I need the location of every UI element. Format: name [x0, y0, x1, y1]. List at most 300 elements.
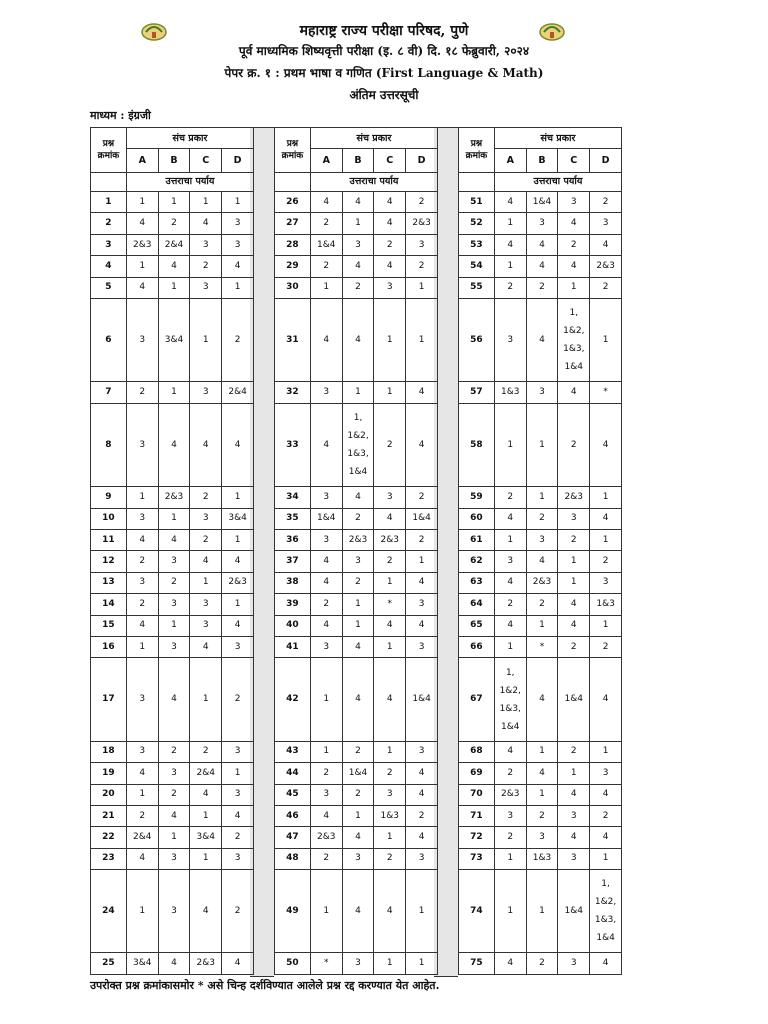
answer-cell: 1: [126, 636, 158, 657]
question-number: 16: [91, 636, 127, 657]
answer-cell: 1: [374, 636, 406, 657]
table-row: [459, 870, 622, 953]
answer-cell: 4: [406, 382, 438, 403]
answer-cell: 3: [158, 848, 190, 869]
question-number: 63: [459, 572, 495, 593]
answer-cell: 1: [342, 213, 374, 234]
question-number: 53: [459, 234, 495, 255]
set-d-header: D: [406, 149, 438, 172]
set-d-header: D: [222, 149, 254, 172]
answer-cell: 4: [342, 256, 374, 277]
answer-cell: 4: [526, 551, 558, 572]
answer-cell: 2: [190, 741, 222, 762]
answer-cell: 1: [374, 741, 406, 762]
answer-cell: 2: [526, 594, 558, 615]
answer-cell: 4: [310, 298, 342, 381]
answer-cell: 4: [526, 256, 558, 277]
answer-cell: 2: [406, 192, 438, 213]
question-number: 4: [91, 256, 127, 277]
answer-cell: 3: [158, 636, 190, 657]
question-number: 15: [91, 615, 127, 636]
question-number: 3: [91, 234, 127, 255]
answer-cell: 4: [526, 763, 558, 784]
set-c-header: C: [190, 149, 222, 172]
answer-cell: 4: [222, 805, 254, 826]
answer-key-tables: [90, 127, 622, 975]
answer-cell: 2: [494, 277, 526, 298]
answer-cell: 3: [310, 487, 342, 508]
answer-cell: 2: [374, 234, 406, 255]
answer-cell: 4: [494, 953, 526, 975]
answer-cell: 2: [158, 213, 190, 234]
answer-cell: 1&3: [494, 382, 526, 403]
answer-cell: 3: [494, 805, 526, 826]
answer-cell: 1: [374, 572, 406, 593]
answer-cell: 1: [526, 403, 558, 486]
answer-cell: 1: [310, 870, 342, 953]
answer-cell: 4: [590, 234, 622, 255]
question-number: 13: [91, 572, 127, 593]
answer-cell: 1: [190, 805, 222, 826]
table-row: [91, 870, 254, 953]
answer-cell: 4: [158, 953, 190, 975]
question-number: 60: [459, 508, 495, 529]
answer-cell: 1&4: [342, 763, 374, 784]
answer-cell: 1: [126, 192, 158, 213]
answer-cell: 2&3: [406, 213, 438, 234]
answer-cell: 1: [222, 594, 254, 615]
answer-cell: 1: [374, 953, 406, 975]
question-number: 75: [459, 953, 495, 975]
answer-cell: 4: [374, 508, 406, 529]
question-number: 41: [275, 636, 311, 657]
table-row: [91, 213, 254, 234]
answer-cell: 4: [590, 658, 622, 741]
table-row: [275, 805, 438, 826]
question-number: 56: [459, 298, 495, 381]
table-row: [459, 213, 622, 234]
set-type-header: संच प्रकार: [310, 128, 437, 149]
table-row: [91, 298, 254, 381]
table-row: [91, 805, 254, 826]
answer-cell: 2&3: [558, 487, 590, 508]
medium-label: माध्यम : इंग्रजी: [90, 109, 151, 122]
answer-cell: 3: [158, 870, 190, 953]
answer-cell: 2: [374, 551, 406, 572]
answer-cell: 3: [406, 234, 438, 255]
answer-cell: 2: [406, 530, 438, 551]
answer-cell: 1: [494, 213, 526, 234]
answer-cell: 1&4: [406, 658, 438, 741]
answer-cell: 3: [310, 382, 342, 403]
answer-cell: 2&3: [374, 530, 406, 551]
answer-cell: 4: [374, 870, 406, 953]
answer-cell: 1&3: [374, 805, 406, 826]
answer-cell: 4: [494, 234, 526, 255]
answer-cell: 1: [342, 615, 374, 636]
answer-cell: 2: [310, 848, 342, 869]
answer-cell: 3: [126, 403, 158, 486]
answer-cell: 1: [342, 594, 374, 615]
table-row: [275, 870, 438, 953]
answer-cell: 4: [310, 403, 342, 486]
table-row: [459, 636, 622, 657]
answer-cell: 2: [222, 298, 254, 381]
table-row: [459, 192, 622, 213]
table-row: [459, 234, 622, 255]
table-row: [91, 658, 254, 741]
answer-cell: 3: [406, 848, 438, 869]
table-row: [459, 827, 622, 848]
paper-title: पेपर क्र. १ : प्रथम भाषा व गणित (First Language & Math): [224, 66, 544, 80]
question-number: 24: [91, 870, 127, 953]
answer-cell: 3: [342, 953, 374, 975]
question-number: 44: [275, 763, 311, 784]
answer-cell: 2: [158, 784, 190, 805]
answer-cell: 1: [526, 784, 558, 805]
answer-cell: 4: [494, 615, 526, 636]
exam-title: पूर्व माध्यमिक शिष्यवृत्ती परीक्षा (इ. ८ वी) दि. १८ फेब्रुवारी, २०२४: [238, 44, 530, 58]
table-row: [91, 256, 254, 277]
table-row: [91, 594, 254, 615]
answer-cell: 4: [558, 213, 590, 234]
answer-cell: 2: [590, 277, 622, 298]
answer-cell: 2: [126, 382, 158, 403]
set-c-header: C: [374, 149, 406, 172]
answer-cell: 1: [494, 636, 526, 657]
answer-cell: 1&4: [526, 192, 558, 213]
answer-cell: 1&4: [310, 508, 342, 529]
answer-cell: 4: [406, 615, 438, 636]
answer-cell: 3: [590, 763, 622, 784]
table-row: [91, 508, 254, 529]
answer-cell: 1&4: [406, 508, 438, 529]
answer-cell: 1: [222, 487, 254, 508]
answer-cell: 1: [126, 487, 158, 508]
answer-cell: 2&3: [158, 487, 190, 508]
answer-cell: 4: [342, 487, 374, 508]
answer-cell: 2: [558, 403, 590, 486]
answer-option-header: उत्तराचा पर्याय: [310, 172, 437, 191]
answer-cell: 2: [222, 870, 254, 953]
question-number: 17: [91, 658, 127, 741]
question-number: 39: [275, 594, 311, 615]
set-type-header: संच प्रकार: [494, 128, 621, 149]
answer-cell: 3: [526, 213, 558, 234]
table-row: [275, 572, 438, 593]
question-number: 7: [91, 382, 127, 403]
answer-cell: 2: [190, 256, 222, 277]
answer-cell: 3: [494, 551, 526, 572]
answer-cell: 4: [374, 256, 406, 277]
answer-cell: 3: [126, 741, 158, 762]
question-number: 12: [91, 551, 127, 572]
answer-cell: 2: [494, 594, 526, 615]
answer-cell: 1: [158, 192, 190, 213]
table-row: [91, 572, 254, 593]
answer-cell: 3: [190, 277, 222, 298]
answer-cell: 4: [190, 870, 222, 953]
question-number: 33: [275, 403, 311, 486]
answer-cell: 4: [126, 277, 158, 298]
answer-cell: 1&4: [558, 658, 590, 741]
answer-cell: 2: [310, 256, 342, 277]
question-number: 27: [275, 213, 311, 234]
answer-cell: *: [310, 953, 342, 975]
answer-cell: 3: [126, 658, 158, 741]
question-number: 38: [275, 572, 311, 593]
set-b-header: B: [158, 149, 190, 172]
question-number: 9: [91, 487, 127, 508]
answer-cell: 1: [190, 572, 222, 593]
answer-cell: 2: [494, 487, 526, 508]
answer-cell: 4: [310, 192, 342, 213]
empty-cell: [275, 172, 311, 191]
answer-cell: 4: [590, 827, 622, 848]
answer-cell: 2: [406, 805, 438, 826]
answer-cell: 3: [526, 827, 558, 848]
question-number: 58: [459, 403, 495, 486]
answer-cell: 4: [310, 805, 342, 826]
answer-cell: 4: [158, 658, 190, 741]
answer-cell: *: [526, 636, 558, 657]
question-number-header: प्रश्न क्रमांक: [91, 128, 127, 173]
question-number: 21: [91, 805, 127, 826]
answer-cell: 1: [526, 870, 558, 953]
answer-cell: 1: [342, 805, 374, 826]
answer-cell: 1: [310, 277, 342, 298]
answer-cell: 1, 1&2, 1&3, 1&4: [590, 870, 622, 953]
table-row: [91, 763, 254, 784]
answer-cell: 4: [158, 530, 190, 551]
answer-cell: 1, 1&2, 1&3, 1&4: [342, 403, 374, 486]
answer-cell: 3: [374, 487, 406, 508]
table-row: [459, 572, 622, 593]
answer-cell: 2&3: [590, 256, 622, 277]
answer-cell: 2: [158, 741, 190, 762]
table-row: [459, 848, 622, 869]
document-header: [0, 22, 768, 106]
question-number: 54: [459, 256, 495, 277]
answer-cell: 4: [158, 256, 190, 277]
answer-cell: 3: [406, 741, 438, 762]
question-number: 11: [91, 530, 127, 551]
answer-cell: 4: [222, 403, 254, 486]
answer-cell: 1: [190, 848, 222, 869]
answer-cell: 1: [374, 298, 406, 381]
table-row: [91, 741, 254, 762]
question-number: 34: [275, 487, 311, 508]
answer-cell: 4: [494, 508, 526, 529]
answer-cell: 1&4: [310, 234, 342, 255]
answer-option-header: उत्तराचा पर्याय: [494, 172, 621, 191]
question-number: 5: [91, 277, 127, 298]
question-number: 26: [275, 192, 311, 213]
table-row: [459, 763, 622, 784]
answer-cell: 3: [526, 530, 558, 551]
answer-cell: 1: [158, 382, 190, 403]
table-row: [459, 530, 622, 551]
question-number: 67: [459, 658, 495, 741]
answer-cell: 2: [158, 572, 190, 593]
table-row: [459, 256, 622, 277]
answer-cell: 1: [526, 741, 558, 762]
question-number: 31: [275, 298, 311, 381]
answer-cell: 3: [526, 382, 558, 403]
table-row: [275, 594, 438, 615]
answer-cell: 4: [558, 256, 590, 277]
answer-table: [90, 127, 254, 975]
question-number: 69: [459, 763, 495, 784]
table-row: [275, 382, 438, 403]
answer-cell: 4: [494, 572, 526, 593]
answer-cell: 4: [190, 403, 222, 486]
answer-cell: 2: [558, 234, 590, 255]
answer-cell: 1: [406, 277, 438, 298]
question-number: 66: [459, 636, 495, 657]
answer-cell: 3: [558, 192, 590, 213]
table-row: [275, 784, 438, 805]
table-row: [275, 277, 438, 298]
answer-cell: 3: [342, 551, 374, 572]
table-row: [275, 827, 438, 848]
answer-cell: 1: [494, 870, 526, 953]
table-row: [275, 234, 438, 255]
answer-cell: 3: [374, 277, 406, 298]
question-number: 32: [275, 382, 311, 403]
table-row: [275, 848, 438, 869]
answer-cell: 4: [342, 192, 374, 213]
answer-cell: 3: [222, 784, 254, 805]
set-d-header: D: [590, 149, 622, 172]
question-number: 46: [275, 805, 311, 826]
answer-cell: 1: [494, 530, 526, 551]
answer-cell: 4: [310, 551, 342, 572]
answer-cell: 2: [126, 551, 158, 572]
question-number: 42: [275, 658, 311, 741]
table-row: [459, 615, 622, 636]
answer-cell: 4: [494, 192, 526, 213]
answer-cell: 2: [310, 213, 342, 234]
answer-cell: 2: [342, 508, 374, 529]
answer-cell: 4: [558, 382, 590, 403]
answer-cell: 4: [590, 784, 622, 805]
answer-cell: 3: [222, 234, 254, 255]
answer-cell: 1: [558, 551, 590, 572]
answer-cell: 4: [126, 530, 158, 551]
answer-cell: 1: [558, 763, 590, 784]
question-number: 23: [91, 848, 127, 869]
answer-cell: 2: [126, 594, 158, 615]
answer-cell: 1: [222, 763, 254, 784]
set-c-header: C: [558, 149, 590, 172]
answer-cell: 4: [222, 615, 254, 636]
answer-cell: 2: [590, 805, 622, 826]
table-row: [91, 953, 254, 975]
answer-cell: 4: [158, 403, 190, 486]
answer-cell: 3: [222, 848, 254, 869]
answer-cell: 4: [558, 594, 590, 615]
footer-note: उपरोक्त प्रश्न क्रमांकासमोर * असे चिन्ह दर्शविण्यात आलेले प्रश्न रद्द करण्यात येत आहेत.: [90, 979, 440, 992]
question-number: 8: [91, 403, 127, 486]
answer-cell: 4: [374, 615, 406, 636]
table-row: [91, 530, 254, 551]
question-number: 47: [275, 827, 311, 848]
answer-cell: 4: [190, 551, 222, 572]
answer-cell: 3: [190, 615, 222, 636]
answer-cell: 4: [126, 848, 158, 869]
question-number: 20: [91, 784, 127, 805]
empty-cell: [91, 172, 127, 191]
answer-cell: 4: [374, 658, 406, 741]
table-row: [91, 848, 254, 869]
answer-cell: 2: [526, 277, 558, 298]
table-row: [275, 763, 438, 784]
answer-cell: 2: [406, 256, 438, 277]
answer-cell: 3: [126, 298, 158, 381]
table-row: [91, 382, 254, 403]
question-number: 59: [459, 487, 495, 508]
answer-cell: 2&3: [222, 572, 254, 593]
answer-cell: 1: [190, 192, 222, 213]
table-row: [91, 784, 254, 805]
answer-cell: 4: [126, 763, 158, 784]
answer-cell: 3: [222, 213, 254, 234]
table-row: [91, 487, 254, 508]
answer-cell: 3: [374, 784, 406, 805]
answer-cell: 1: [158, 508, 190, 529]
table-row: [459, 741, 622, 762]
answer-cell: 3: [158, 551, 190, 572]
answer-cell: 3: [406, 636, 438, 657]
answer-cell: 3: [494, 298, 526, 381]
board-title: महाराष्ट्र राज्य परीक्षा परिषद, पुणे: [299, 23, 469, 39]
answer-cell: 2: [190, 530, 222, 551]
table-row: [275, 741, 438, 762]
answer-cell: 4: [526, 658, 558, 741]
answer-cell: 2: [526, 953, 558, 975]
answer-cell: 4: [406, 763, 438, 784]
answer-cell: 2: [526, 805, 558, 826]
answer-cell: 2: [590, 551, 622, 572]
set-b-header: B: [342, 149, 374, 172]
answer-cell: 1, 1&2, 1&3, 1&4: [558, 298, 590, 381]
table-row: [91, 403, 254, 486]
table-row: [91, 615, 254, 636]
answer-cell: 2&3: [190, 953, 222, 975]
answer-cell: 1: [494, 403, 526, 486]
table-row: [275, 192, 438, 213]
answer-cell: 4: [406, 784, 438, 805]
question-number: 6: [91, 298, 127, 381]
answer-cell: 3: [558, 508, 590, 529]
answer-cell: 1: [126, 256, 158, 277]
set-b-header: B: [526, 149, 558, 172]
answer-cell: 2&3: [342, 530, 374, 551]
answer-cell: 3: [158, 763, 190, 784]
answer-cell: 3: [406, 594, 438, 615]
question-number: 14: [91, 594, 127, 615]
answer-cell: 3: [310, 636, 342, 657]
table-row: [91, 827, 254, 848]
answer-cell: 3: [190, 382, 222, 403]
table-row: [275, 530, 438, 551]
table-row: [275, 508, 438, 529]
answer-cell: 4: [558, 784, 590, 805]
set-type-header: संच प्रकार: [126, 128, 253, 149]
answer-cell: 2: [374, 403, 406, 486]
answer-table: [458, 127, 622, 975]
